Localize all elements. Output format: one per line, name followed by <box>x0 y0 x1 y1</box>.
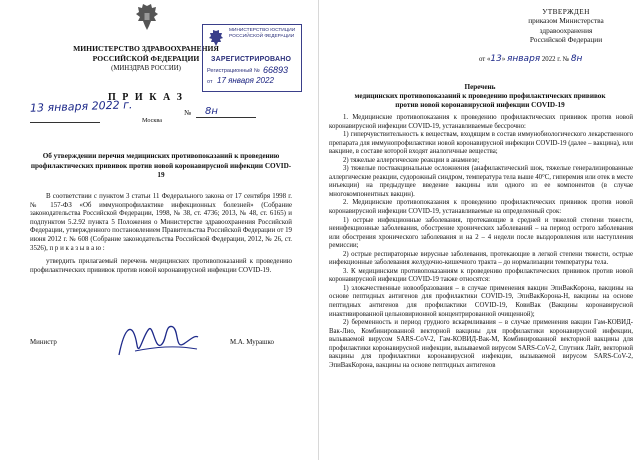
list-paragraph: 1) острые инфекционные заболевания, протекающие в средней и тяжелой степени тяжести, неинфекционные заболевания, обострение хронических заболеваний – на период острого заболевания или обострения хронического заболевания и на 2 – 4 недели после выздоровления или наступления ремиссии; <box>329 216 633 250</box>
list-paragraph: 2) тяжелые аллергические реакции в анамнезе; <box>343 156 480 164</box>
registration-stamp <box>202 24 302 92</box>
number-underline <box>196 117 256 118</box>
date-day-handwritten: 13 <box>490 54 502 64</box>
date-year: 2022 г. № <box>540 56 570 63</box>
list-paragraph: 2) острые респираторные вирусные заболевания, протекающие в легкой степени тяжести, острые инфекционные заболевания желудочно-кишечного тракта – до нормализации температуры тела. <box>329 250 633 267</box>
order-date-handwritten: 13 января 2022 г. <box>29 98 133 115</box>
order-title: Об утверждении перечня медицинских противопоказаний к проведению профилактических прививок против новой коронавирусной инфекции COVID-19 <box>30 152 292 180</box>
list-paragraph: 1. Медицинские противопоказания к проведению профилактических прививок против новой коронавирусной инфекции COVID-19, устанавливаемые бессрочно: <box>329 114 633 130</box>
stamp-from-date: 17 января 2022 <box>217 76 274 85</box>
list-title-line-1: Перечень <box>464 83 496 91</box>
order-heading: П Р И К А З <box>108 92 184 103</box>
order-resolution: утвердить прилагаемый перечень медицинских противопоказаний к проведению профилактических прививок против новой коронавирусной инфекции COVID-19. <box>30 258 292 274</box>
list-title-line-3: против новой коронавирусной инфекции COVID-19 <box>395 101 565 110</box>
appendix-page-right <box>319 0 640 460</box>
stamp-ministry-text: МИНИСТЕРСТВО ЮСТИЦИИ РОССИЙСКОЙ ФЕДЕРАЦИИ <box>229 28 296 39</box>
list-paragraph: 2) беременность и период грудного вскармливания – в случае применения вакцин Гам-КОВИД-Вак-Лио, Комбинированной векторной вакцины для профилактики коронавирусной инфекции, вызываемой вирусом SARS-CoV-2, Гам-КОВИД-Вак-М, Комбинированной векторной вакцины для профилактики коронавирусной инфекции, вызываемой вирусом SARS-CoV-2, Спутник Лайт, векторной вакцины для профилактики коронавирусной инфекции, вызываемой вирусом SARS-CoV-2, ЭпиВакКорона, вакцины на основе пептидных антигенов <box>329 319 633 369</box>
stamp-reg-number-value: 66893 <box>263 65 289 75</box>
date-month-handwritten: января <box>506 54 541 64</box>
date-mid: » <box>501 56 507 63</box>
minister-signature <box>115 315 200 363</box>
stamp-registered-label: ЗАРЕГИСТРИРОВАНО <box>211 56 292 63</box>
list-paragraph: 3. К медицинским противопоказаниям к проведению профилактических прививок против новой коронавирусной инфекции COVID-19 также относятся: <box>329 267 633 284</box>
minister-label: Министр <box>30 339 57 346</box>
stamp-emblem-icon <box>207 29 225 47</box>
approved-by-line-3: Российской Федерации <box>529 35 603 45</box>
list-title <box>329 83 631 111</box>
list-paragraph: 2. Медицинские противопоказания к проведению профилактических прививок против новой коронавирусной инфекции COVID-19, устанавливаемые на определенный срок: <box>329 199 633 216</box>
order-number-handwritten: 8н <box>205 106 218 117</box>
date-number-handwritten: 8н <box>570 54 583 64</box>
date-prefix: от « <box>479 56 491 63</box>
approved-by-line-1: приказом Министерства <box>528 16 604 26</box>
contraindications-list <box>329 114 633 370</box>
ministry-short-name: (МИНЗДРАВ РОССИИ) <box>111 65 181 72</box>
list-paragraph: 3) тяжелые поствакцинальные осложнения (анафилактический шок, тяжелые генерализированные аллергические реакции, судорожный синдром, температура тела выше 40°C, гиперемия или отек в месте инъекции) на предыдущее введение вакцины или одного из ее компонентов (в случае многокомпонентных вакцин). <box>329 165 634 198</box>
stamp-from-label: от <box>207 79 213 85</box>
order-page-left <box>0 0 319 460</box>
stamp-reg-number-label: Регистрационный № <box>207 68 260 74</box>
number-sign: № <box>184 108 192 117</box>
minister-name: М.А. Мурашко <box>230 339 274 346</box>
ministry-line-1: МИНИСТЕРСТВО ЗДРАВООХРАНЕНИЯ <box>73 44 219 53</box>
approved-by-line-2: здравоохранения <box>539 25 593 35</box>
list-paragraph: 1) злокачественные новообразования – в случае применения вакцин ЭпиВакКорона, вакцины на основе пептидных антигенов для профилактики COVID-19, ЭпиВакКорона-Н, вакцины на основе пептидных антигенов для профилактики COVID-19, КовиВак (Вакцины коронавирусной инактивированной цельновирионной концентрированной очищенной); <box>329 284 633 318</box>
ministry-line-2: РОССИЙСКОЙ ФЕДЕРАЦИИ <box>92 53 200 63</box>
coat-of-arms-emblem <box>133 2 161 32</box>
approved-label: УТВЕРЖДЕН <box>542 7 590 16</box>
list-paragraph: 1) гиперчувствительность к веществам, входящим в состав иммунобиологического лекарственного препарата для иммунопрофилактики новой коронавирусной инфекции COVID-19 (далее – вакцина), или вакцине, в составе которой входят аналогичные вещества; <box>329 131 633 156</box>
approval-date-line <box>479 54 637 64</box>
city-label: Москва <box>142 117 162 124</box>
approval-block <box>501 7 631 45</box>
order-preamble: В соответствии с пунктом 3 статьи 11 Федерального закона от 17 сентября 1998 г. № 157-ФЗ «Об иммунопрофилактике инфекционных болезней» (Собрание законодательства Российской Федерации, 1998, № 38, ст. 4736; 2013, № 48, ст. 6165) и подпунктом 5.2.92 пункта 5 Положения о Министерстве здравоохранения Российской Федерации, утвержденного постановлением Правительства Российской Федерации от 19 июня 2012 г. № 608 (Собрание законодательства Российской Федерации, 2012, № 26, ст. 3526), п р и к а з ы в а ю : <box>30 193 292 252</box>
list-title-line-2: медицинских противопоказаний к проведению профилактических прививок <box>354 92 606 101</box>
